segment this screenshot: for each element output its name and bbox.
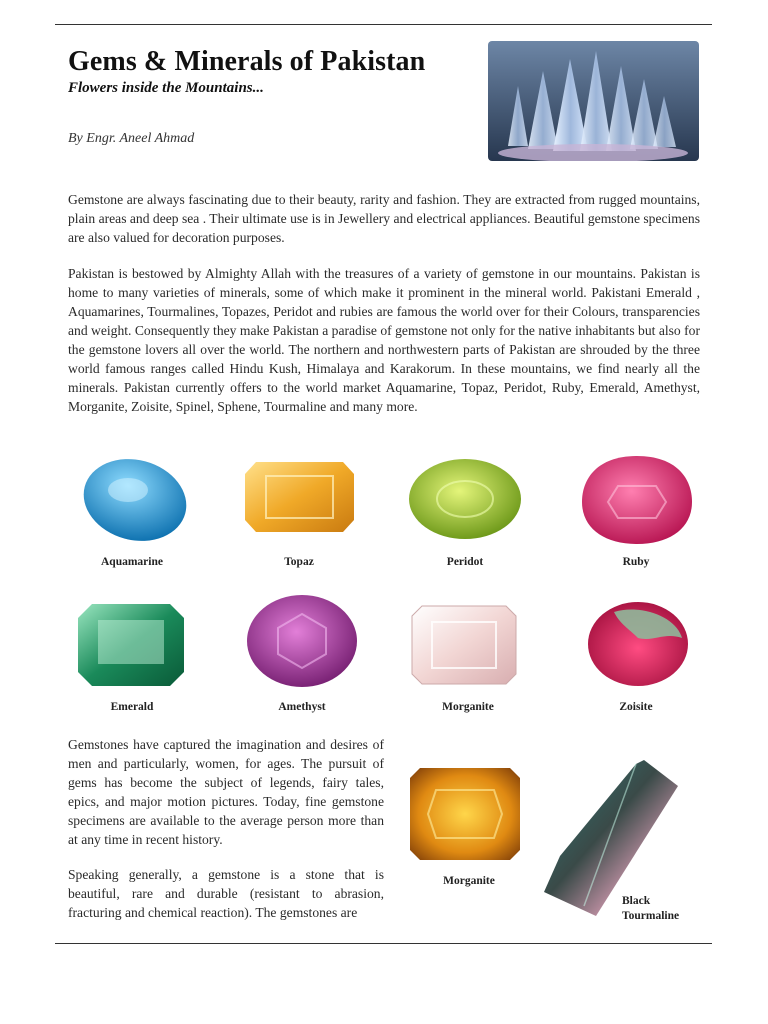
emerald-gem-image [72, 596, 190, 696]
topaz-gem-image [236, 448, 363, 544]
aquamarine-gem-image [78, 452, 193, 552]
gem-caption: Black Tourmaline [622, 895, 680, 922]
amethyst-gem-image [244, 592, 360, 690]
gem-caption: Aquamarine [101, 556, 163, 568]
gem-caption: Zoisite [619, 701, 653, 713]
zoisite-gem-image [584, 598, 692, 690]
speaking-paragraph: Speaking generally, a gemstone is a stone that is beautiful, rare and durable (resistant to abrasion, fracturing and chemical reaction). The gemstones are [68, 867, 384, 920]
crystal-cluster-photo [488, 41, 699, 161]
article-subtitle: Flowers inside the Mountains... [68, 80, 264, 96]
top-rule [55, 24, 712, 25]
article-title: Gems & Minerals of Pakistan [68, 46, 426, 77]
gem-caption: Peridot [446, 556, 484, 568]
morganite-gem-image [408, 600, 520, 690]
gem-caption: Emerald [110, 701, 154, 713]
peridot-gem-image [406, 455, 524, 543]
gem-caption: Morganite [443, 875, 495, 887]
gem-caption: Morganite [442, 701, 494, 713]
gem-caption: Ruby [622, 556, 650, 568]
bottom-rule [55, 943, 712, 944]
intro-paragraph: Gemstone are always fascinating due to their beauty, rarity and fashion. They are extracted from rugged mountains, plain areas and deep sea . Their ultimate use is in Jewellery and electrical appliances. Beautiful gemstone specimens are also valued for decoration purposes. [68, 192, 701, 245]
morganite-orange-gem-image [406, 764, 524, 864]
gem-caption: Amethyst [278, 701, 326, 713]
gemstones-paragraph: Gemstones have captured the imagination and desires of men and particularly, women, for ages. The pursuit of gems has become the subject of legends, fairy tales, epics, and major motion pictures. Today, fine gemstone specimens are available to the average person more than at any time in recent history. [68, 737, 384, 847]
article-byline: By Engr. Aneel Ahmad [68, 131, 195, 146]
pakistan-paragraph: Pakistan is bestowed by Almighty Allah with the treasures of a variety of gemstone in our mountains. Pakistan is home to many varieties of minerals, some of which make it prominent in the mineral world. Pakistani Emerald , Aquamarines, Tourmalines, Topazes, Peridot and rubies are famous the world over for their Colours, transparencies and weight. Consequently they make Pakistan a paradise of gemstone not only for the native inhabitants but also for the gemstone lovers all over the world. The northern and northwestern parts of Pakistan are shrouded by the three world famous ranges called Hindu Kush, Himalaya and Karakorum. In these mountains, we find nearly all the minerals. Pakistan currently offers to the world market Aquamarine, Topaz, Peridot, Ruby, Emerald, Amethyst, Morganite, Zoisite, Spinel, Sphene, Tourmaline and many more. [68, 266, 700, 414]
ruby-gem-image [578, 452, 696, 548]
gem-caption: Topaz [284, 556, 314, 568]
